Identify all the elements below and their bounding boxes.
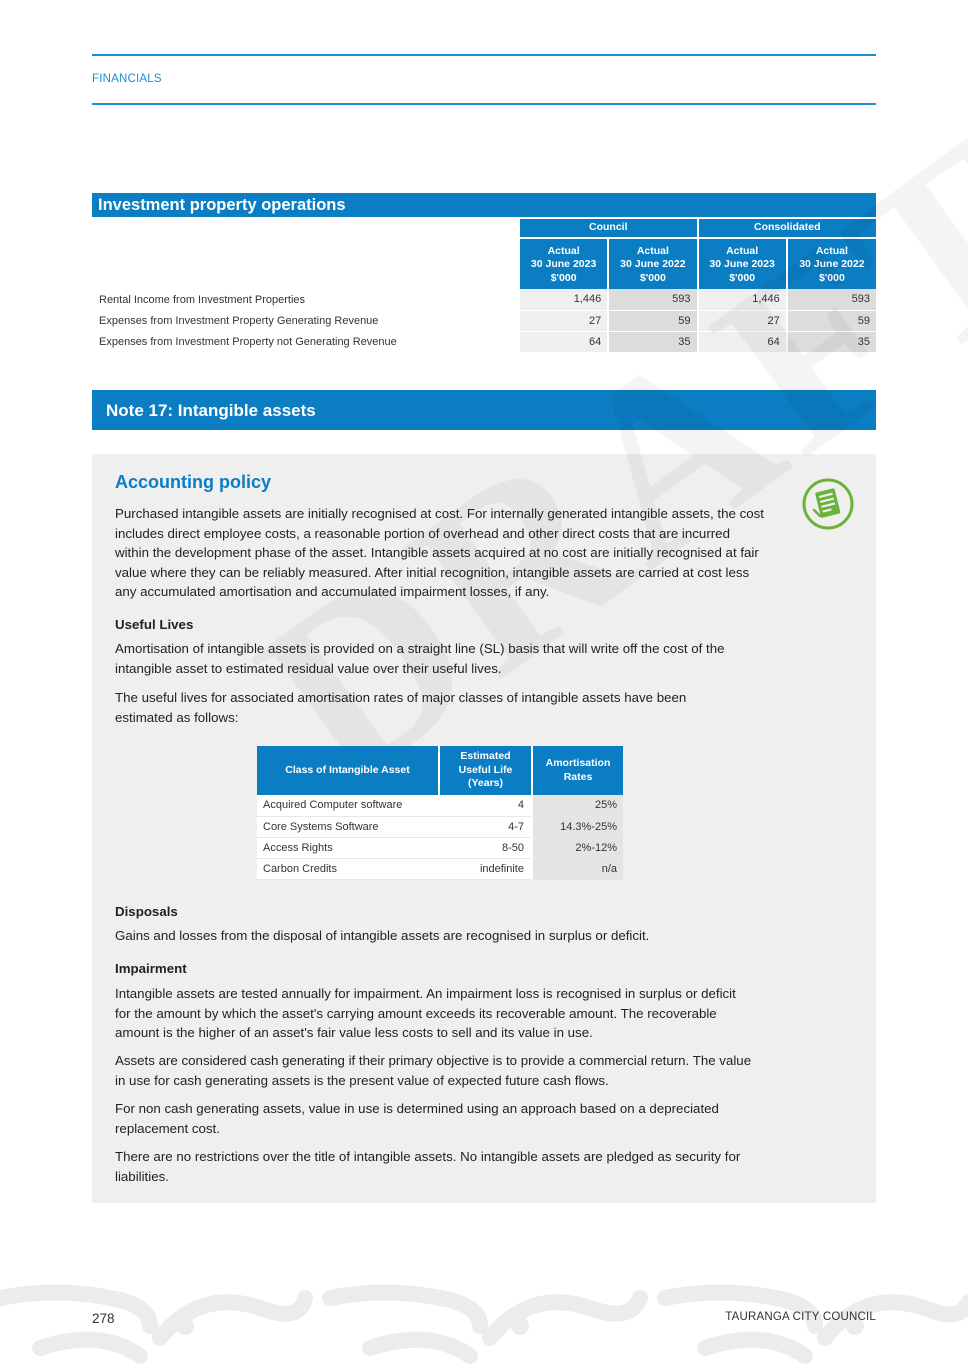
table-row xyxy=(257,837,623,858)
impairment-paragraph-3: For non cash generating assets, value in use is determined using an approach based on a depreciated replacement cost. xyxy=(115,1101,719,1136)
policy-title: Accounting policy xyxy=(115,472,272,492)
impairment-heading: Impairment xyxy=(115,961,187,976)
useful-life: 4-7 xyxy=(439,816,532,837)
investment-title: Investment property operations xyxy=(98,196,346,214)
cell-value: 64 xyxy=(698,331,787,352)
table-row xyxy=(257,795,623,816)
cell-value: 64 xyxy=(519,331,608,352)
row-label: Rental Income from Investment Properties xyxy=(99,293,306,306)
column-header-rates: Amortisation Rates xyxy=(532,746,623,795)
useful-lives-heading: Useful Lives xyxy=(115,617,194,632)
amortisation-rate: 14.3%-25% xyxy=(532,816,623,837)
table-row xyxy=(257,858,623,879)
cell-value: 1,446 xyxy=(519,289,608,310)
footer-koru-pattern xyxy=(0,1278,968,1368)
disposals-paragraph: Gains and losses from the disposal of intangible assets are recognised in surplus or deficit. xyxy=(115,928,650,943)
page-number: 278 xyxy=(92,1311,115,1326)
useful-life-table xyxy=(257,746,623,880)
impairment-paragraph-2: Assets are considered cash generating if their primary objective is to provide a commercial return. The value in use for cash generating assets is the present value of expected future cash flows. xyxy=(115,1053,752,1088)
impairment-paragraph-4: There are no restrictions over the title of intangible assets. No intangible assets are pledged as security for liabilities. xyxy=(115,1149,741,1184)
cell-value: 35 xyxy=(787,331,876,352)
row-label: Expenses from Investment Property Generating Revenue xyxy=(99,314,379,327)
disposals-heading: Disposals xyxy=(115,904,178,919)
row-label: Expenses from Investment Property not Generating Revenue xyxy=(99,335,397,348)
useful-life: 8-50 xyxy=(439,837,532,858)
section-label: FINANCIALS xyxy=(92,73,162,85)
header-rule-top xyxy=(92,54,876,56)
useful-life: indefinite xyxy=(439,858,532,879)
document-checklist-icon xyxy=(801,477,855,531)
group-consolidated: Consolidated xyxy=(698,219,877,238)
table-row xyxy=(257,816,623,837)
asset-class: Access Rights xyxy=(257,837,439,858)
cell-value: 35 xyxy=(608,331,697,352)
asset-class: Carbon Credits xyxy=(257,858,439,879)
policy-intro: Purchased intangible assets are initially recognised at cost. For internally generated intangible assets, the cost includes direct employee costs, a reasonable portion of overhead and other direct costs that are incurred within the development phase of the asset. Intangible assets acquired at no cost are initially recognised at fair value where they can be reliably measured. After initial recognition, intangible assets are carried at cost less any accumulated amortisation and accumulated impairment losses, if any. xyxy=(115,506,764,600)
column-header: Actual 30 June 2022 $'000 xyxy=(608,238,697,289)
column-header-class: Class of Intangible Asset xyxy=(257,746,439,795)
cell-value: 59 xyxy=(787,310,876,331)
column-header: Actual 30 June 2022 $'000 xyxy=(787,238,876,289)
group-council: Council xyxy=(519,219,698,238)
cell-value: 59 xyxy=(608,310,697,331)
amortisation-rate: n/a xyxy=(532,858,623,879)
column-header-life: Estimated Useful Life (Years) xyxy=(439,746,532,795)
useful-lives-paragraph-2: The useful lives for associated amortisation rates of major classes of intangible assets have been estimated as follows: xyxy=(115,690,687,725)
cell-value: 593 xyxy=(608,289,697,310)
impairment-paragraph-1: Intangible assets are tested annually for impairment. An impairment loss is recognised in surplus or deficit for the amount by which the asset's carrying amount exceeds its recoverable amount. The recoverable amount is the higher of an asset's fair value less costs to sell and its value in use. xyxy=(115,986,736,1041)
asset-class: Acquired Computer software xyxy=(257,795,439,816)
table-header-row xyxy=(257,746,623,795)
organisation-name: TAURANGA CITY COUNCIL xyxy=(725,1311,876,1323)
note-title: Note 17: Intangible assets xyxy=(106,401,316,420)
amortisation-rate: 25% xyxy=(532,795,623,816)
column-header: Actual 30 June 2023 $'000 xyxy=(519,238,608,289)
header-rule-bottom xyxy=(92,103,876,105)
cell-value: 27 xyxy=(519,310,608,331)
useful-life: 4 xyxy=(439,795,532,816)
asset-class: Core Systems Software xyxy=(257,816,439,837)
useful-lives-paragraph-1: Amortisation of intangible assets is provided on a straight line (SL) basis that will write off the cost of the intangible asset to estimated residual value over their useful lives. xyxy=(115,641,725,676)
cell-value: 1,446 xyxy=(698,289,787,310)
cell-value: 27 xyxy=(698,310,787,331)
amortisation-rate: 2%-12% xyxy=(532,837,623,858)
column-header: Actual 30 June 2023 $'000 xyxy=(698,238,787,289)
cell-value: 593 xyxy=(787,289,876,310)
